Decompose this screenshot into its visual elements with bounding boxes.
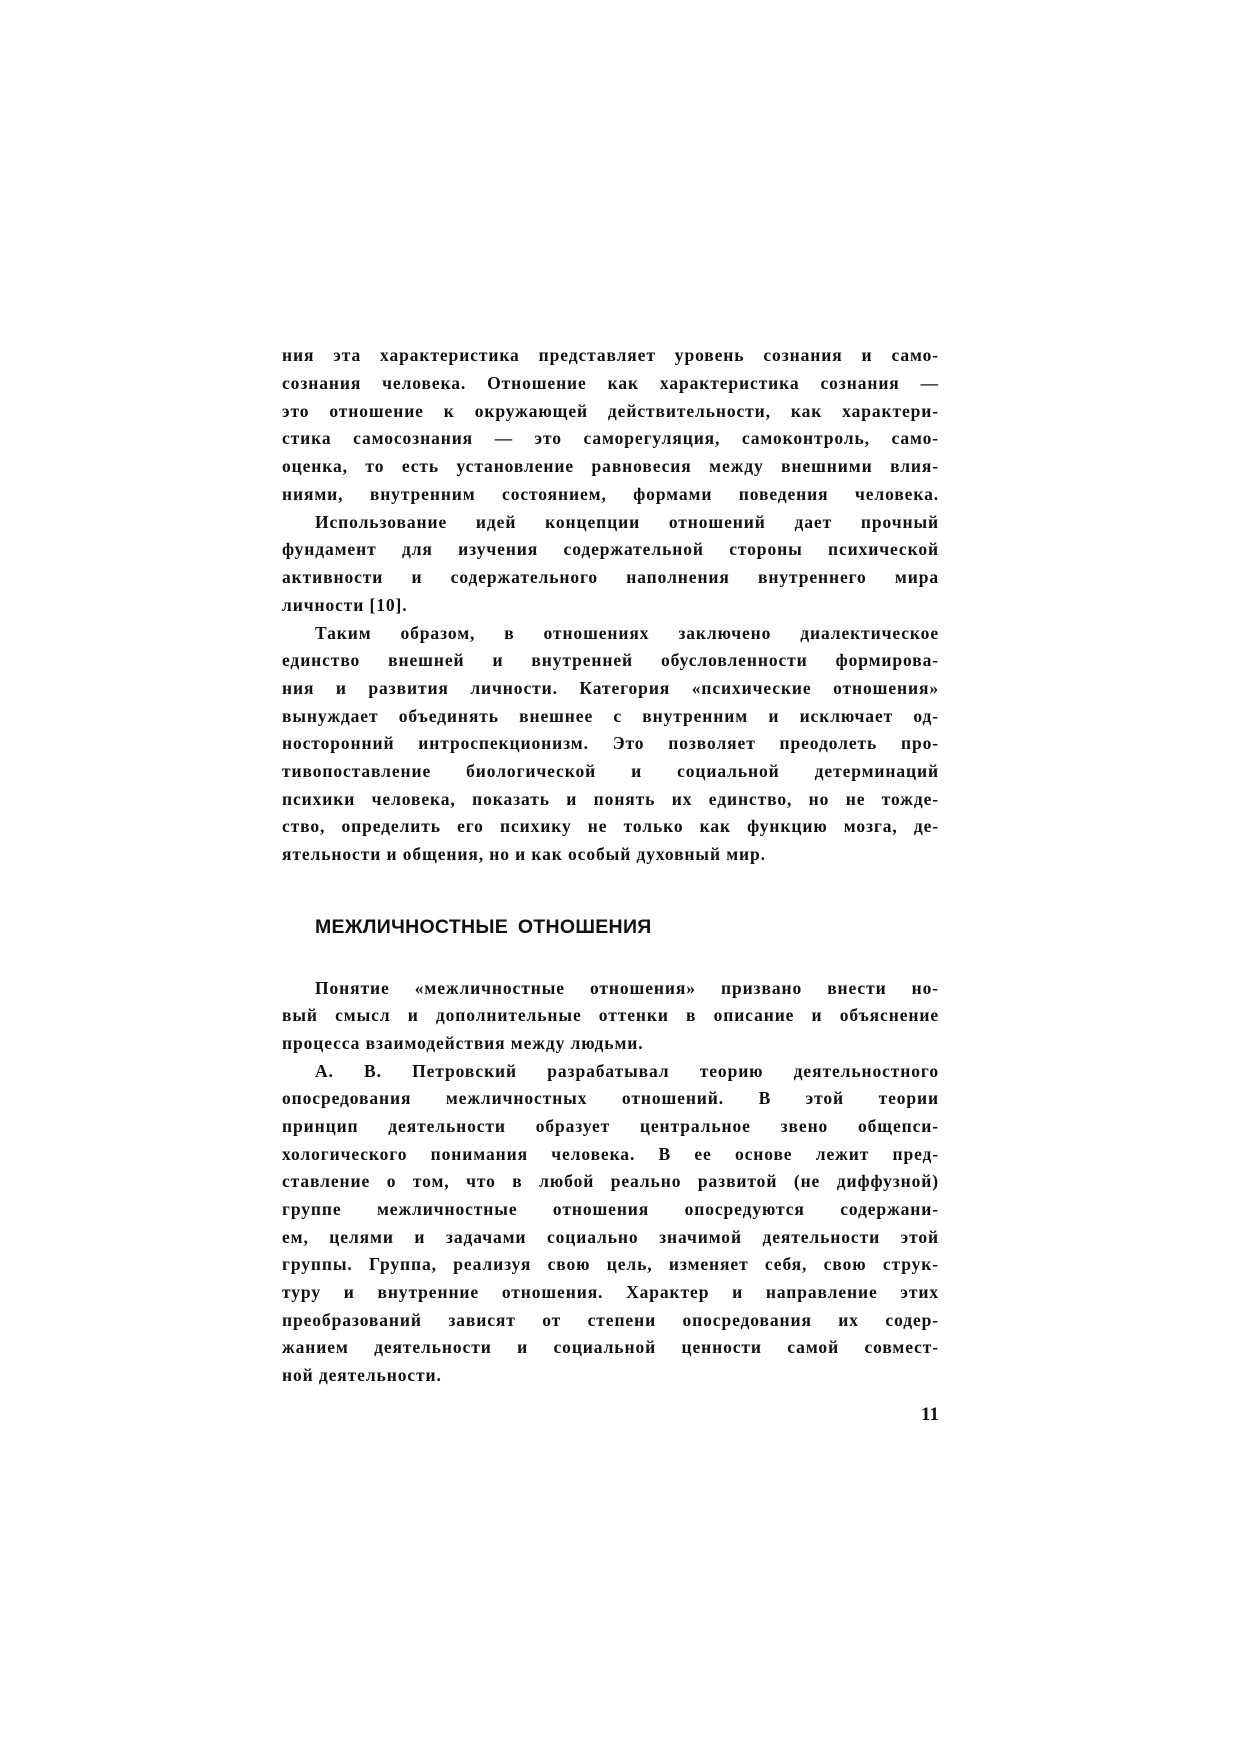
section-paragraph-2-line-3: принцип деятельности образует центральное звено общепси- [282,1116,939,1136]
section-paragraph-2-line-5: ставление о том, что в любой реально развитой (не диффузной) [282,1171,939,1191]
paragraph-3-line-7: психики человека, показать и понять их единство, но не тожде- [282,789,939,809]
section-paragraph-2-line-9: туру и внутренние отношения. Характер и направление этих [282,1282,939,1302]
paragraph-1-line-1: ния эта характеристика представляет уровень сознания и само- [282,345,939,365]
section-paragraph-2-line-8: группы. Группа, реализуя свою цель, изменяет себя, свою струк- [282,1254,939,1274]
section-paragraph-2-line-1: А. В. Петровский разрабатывал теорию деятельностного [315,1061,939,1081]
paragraph-2-line-4: личности [10]. [282,595,408,615]
paragraph-1-line-5: оценка, то есть установление равновесия между внешними влия- [282,456,939,476]
section-paragraph-2-line-4: хологического понимания человека. В ее основе лежит пред- [282,1144,939,1164]
section-paragraph-1-line-3: процесса взаимодействия между людьми. [282,1033,644,1053]
section-paragraph-2-line-11: жанием деятельности и социальной ценности самой совмест- [282,1337,939,1357]
paragraph-1-line-2: сознания человека. Отношение как характеристика сознания — [282,373,939,393]
paragraph-1-line-3: это отношение к окружающей действительности, как характери- [282,401,939,421]
paragraph-1-line-4: стика самосознания — это саморегуляция, самоконтроль, само- [282,428,939,448]
section-paragraph-1-line-2: вый смысл и дополнительные оттенки в описание и объяснение [282,1005,939,1025]
section-heading: МЕЖЛИЧНОСТНЫЕ ОТНОШЕНИЯ [315,916,652,938]
paragraph-3-line-2: единство внешней и внутренней обусловленности формирова- [282,650,939,670]
paragraph-2-line-1: Использование идей концепции отношений дает прочный [315,512,939,532]
section-paragraph-2-line-7: ем, целями и задачами социально значимой деятельности этой [282,1227,939,1247]
paragraph-1-line-6: ниями, внутренним состоянием, формами поведения человека. [282,484,939,504]
section-paragraph-2-line-12: ной деятельности. [282,1365,442,1385]
paragraph-3-line-4: вынуждает объединять внешнее с внутренним и исключает од- [282,706,939,726]
paragraph-3-line-3: ния и развития личности. Категория «психические отношения» [282,678,939,698]
page-number: 11 [921,1404,939,1425]
paragraph-3-line-9: ятельности и общения, но и как особый духовный мир. [282,844,766,864]
section-paragraph-2-line-6: группе межличностные отношения опосредуются содержани- [282,1199,939,1219]
paragraph-3-line-8: ство, определить его психику не только как функцию мозга, де- [282,816,939,836]
section-paragraph-1-line-1: Понятие «межличностные отношения» призвано внести но- [315,978,939,998]
paragraph-2-line-3: активности и содержательного наполнения внутреннего мира [282,567,939,587]
section-paragraph-2-line-10: преобразований зависят от степени опосредования их содер- [282,1310,939,1330]
paragraph-3-line-1: Таким образом, в отношениях заключено диалектическое [315,623,939,643]
section-paragraph-2-line-2: опосредования межличностных отношений. В этой теории [282,1088,939,1108]
paragraph-2-line-2: фундамент для изучения содержательной стороны психической [282,539,939,559]
paragraph-3-line-5: носторонний интроспекционизм. Это позволяет преодолеть про- [282,733,939,753]
paragraph-3-line-6: тивопоставление биологической и социальной детерминаций [282,761,939,781]
